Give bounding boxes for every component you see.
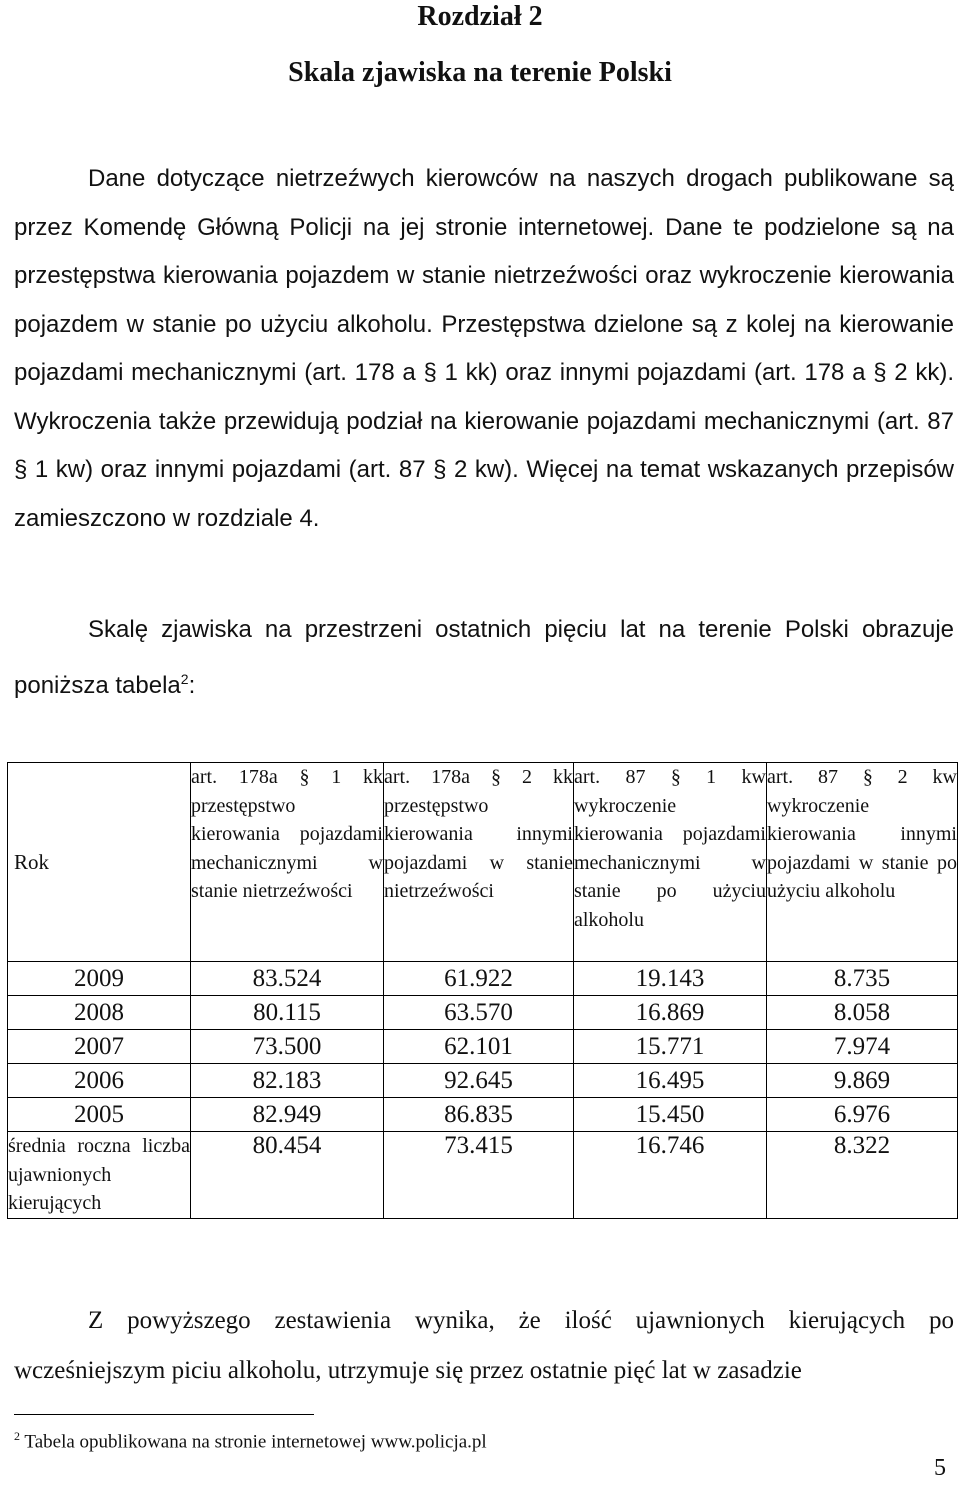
average-value: 8.322 bbox=[767, 1132, 958, 1219]
header-art87-2-text: art. 87 § 2 kw wykroczenie kierowania innymi pojazdami w stanie po użyciu alkoholu bbox=[767, 766, 957, 902]
cell-value: 15.771 bbox=[574, 1030, 767, 1064]
cell-value: 19.143 bbox=[574, 962, 767, 996]
cell-value: 86.835 bbox=[384, 1098, 574, 1132]
footnote-number: 2 bbox=[14, 1429, 20, 1443]
header-art87-1 bbox=[574, 763, 767, 962]
table-row bbox=[8, 1064, 958, 1098]
cell-value: 73.500 bbox=[191, 1030, 384, 1064]
cell-value: 80.115 bbox=[191, 996, 384, 1030]
header-art87-2 bbox=[767, 763, 958, 962]
footnote-divider bbox=[14, 1414, 314, 1415]
cell-value: 63.570 bbox=[384, 996, 574, 1030]
table-row bbox=[8, 962, 958, 996]
average-value: 16.746 bbox=[574, 1132, 767, 1219]
cell-value: 15.450 bbox=[574, 1098, 767, 1132]
footnote-text: Tabela opublikowana na stronie internetowej www.policja.pl bbox=[24, 1431, 487, 1453]
average-value: 73.415 bbox=[384, 1132, 574, 1219]
table-row bbox=[8, 1098, 958, 1132]
intro-paragraph: Dane dotyczące nietrzeźwych kierowców na naszych drogach publikowane są przez Komendę Główną Policji na jej stronie internetowej. Dane te podzielone są na przestępstwa kierowania pojazdem w stanie nietrzeźwości oraz wykroczenie kierowania pojazdem w stanie po użyciu alkoholu. Przestępstwa dzielone są z kolej na kierowanie pojazdami mechanicznymi (art. 178 a § 1 kk) oraz innymi pojazdami (art. 178 a § 2 kk). Wykroczenia także przewidują podział na kierowanie pojazdami mechanicznymi (art. 87 § 1 kw) oraz innymi pojazdami (art. 87 § 2 kw). Więcej na temat wskazanych przepisów zamieszczono w rozdziale 4. bbox=[14, 165, 954, 532]
header-art178a-2 bbox=[384, 763, 574, 962]
header-art87-1-text: art. 87 § 1 kw wykroczenie kierowania pojazdami mechanicznymi w stanie po użyciu alkoholu bbox=[574, 766, 766, 931]
row-year: 2009 bbox=[8, 962, 191, 996]
cell-value: 9.869 bbox=[767, 1064, 958, 1098]
average-label: średnia roczna liczba ujawnionych kierujących bbox=[8, 1132, 191, 1219]
chapter-subtitle: Skala zjawiska na terenie Polski bbox=[288, 57, 672, 88]
header-art178a-2-text: art. 178a § 2 kk przestępstwo kierowania innymi pojazdami w stanie nietrzeźwości bbox=[384, 766, 573, 902]
cell-value: 16.495 bbox=[574, 1064, 767, 1098]
cell-value: 92.645 bbox=[384, 1064, 574, 1098]
cell-value: 82.183 bbox=[191, 1064, 384, 1098]
page-number: 5 bbox=[934, 1455, 946, 1481]
cell-value: 82.949 bbox=[191, 1098, 384, 1132]
table-row bbox=[8, 1030, 958, 1064]
chapter-title: Rozdział 2 bbox=[417, 1, 543, 32]
cell-value: 61.922 bbox=[384, 962, 574, 996]
cell-value: 83.524 bbox=[191, 962, 384, 996]
row-year: 2005 bbox=[8, 1098, 191, 1132]
cell-value: 62.101 bbox=[384, 1030, 574, 1064]
header-art178a-1-text: art. 178a § 1 kk przestępstwo kierowania pojazdami mechanicznymi w stanie nietrzeźwości bbox=[191, 766, 383, 902]
conclusion-paragraph: Z powyższego zestawienia wynika, że ilość ujawnionych kierujących po wcześniejszym piciu alkoholu, utrzymuje się przez ostatnie pięć lat w zasadzie bbox=[14, 1307, 954, 1384]
cell-value: 7.974 bbox=[767, 1030, 958, 1064]
table-intro-text: Skalę zjawiska na przestrzeni ostatnich pięciu lat na terenie Polski obrazuje poniższa tabela bbox=[14, 616, 954, 699]
statistics-table bbox=[7, 762, 958, 1219]
cell-value: 16.869 bbox=[574, 996, 767, 1030]
cell-value: 8.058 bbox=[767, 996, 958, 1030]
table-intro-end: : bbox=[188, 671, 196, 699]
table-row bbox=[8, 996, 958, 1030]
header-year: Rok bbox=[8, 763, 191, 962]
footnote bbox=[14, 1425, 487, 1453]
row-year: 2006 bbox=[8, 1064, 191, 1098]
average-value: 80.454 bbox=[191, 1132, 384, 1219]
header-art178a-1 bbox=[191, 763, 384, 962]
cell-value: 8.735 bbox=[767, 962, 958, 996]
row-year: 2007 bbox=[8, 1030, 191, 1064]
cell-value: 6.976 bbox=[767, 1098, 958, 1132]
footnote-reference: 2 bbox=[180, 670, 189, 687]
table-header-row bbox=[8, 763, 958, 962]
row-year: 2008 bbox=[8, 996, 191, 1030]
table-average-row bbox=[8, 1132, 958, 1219]
table-intro-paragraph bbox=[14, 606, 954, 710]
